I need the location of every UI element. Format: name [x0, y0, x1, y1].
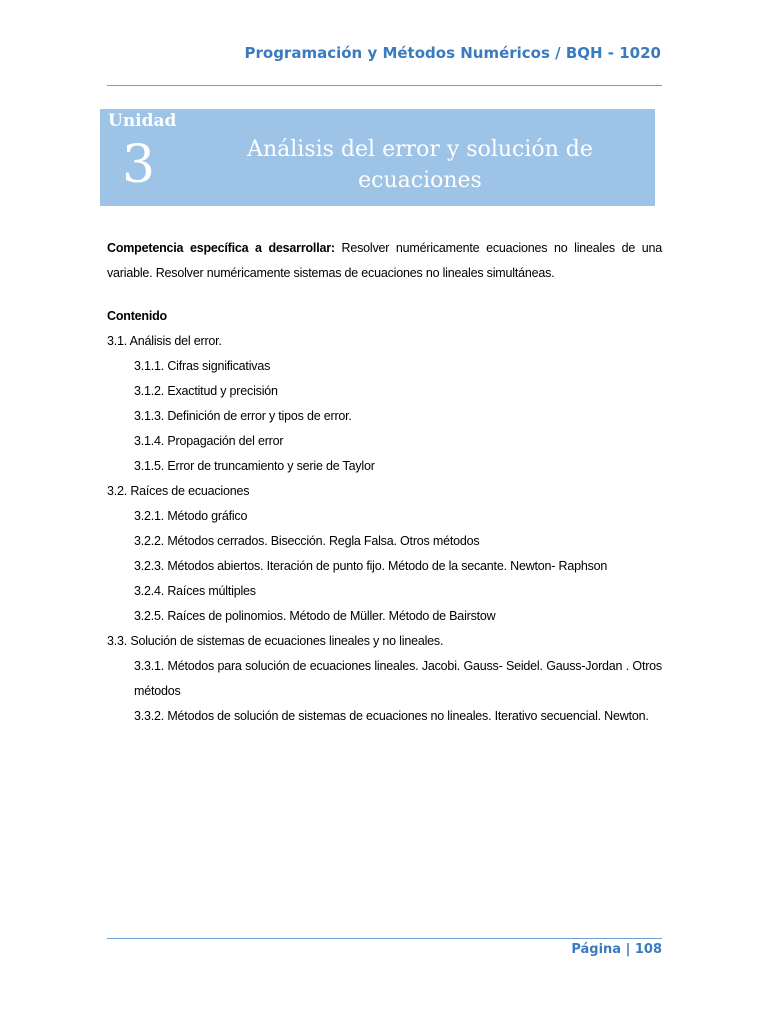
toc-item: 3.2.4. Raíces múltiples: [134, 584, 256, 598]
toc-item: 3.3.2. Métodos de solución de sistemas de ecuaciones no lineales. Iterativo secuencial. Newton.: [134, 709, 649, 723]
toc-item: 3.1. Análisis del error.: [107, 334, 222, 348]
competencia-label: Competencia específica a desarrollar:: [107, 241, 335, 255]
toc-item: 3.1.1. Cifras significativas: [134, 359, 271, 373]
toc-item: 3.2.1. Método gráfico: [134, 509, 248, 523]
unit-number: 3: [122, 135, 156, 195]
toc-item: 3.3. Solución de sistemas de ecuaciones lineales y no lineales.: [107, 634, 444, 648]
toc-item: 3.1.2. Exactitud y precisión: [134, 384, 278, 398]
toc-item: 3.2.5. Raíces de polinomios. Método de Müller. Método de Bairstow: [134, 609, 496, 623]
unit-label: Unidad: [108, 111, 177, 131]
page-number: Página | 108: [571, 942, 662, 957]
competencia-paragraph: [107, 236, 662, 286]
toc-item: 3.2. Raíces de ecuaciones: [107, 484, 250, 498]
unit-banner: [100, 109, 655, 206]
toc-item: 3.1.5. Error de truncamiento y serie de Taylor: [134, 459, 375, 473]
toc-item: 3.2.2. Métodos cerrados. Bisección. Regla Falsa. Otros métodos: [134, 534, 480, 548]
unit-title: Análisis del error y solución de ecuaciones: [247, 137, 593, 193]
toc-item: 3.1.3. Definición de error y tipos de error.: [134, 409, 352, 423]
toc-item: 3.3.1. Métodos para solución de ecuaciones lineales. Jacobi. Gauss- Seidel. Gauss-Jordan . Otros métodos: [134, 659, 662, 698]
contenido-heading: Contenido: [107, 309, 167, 323]
contenido-section: [107, 304, 662, 729]
footer-divider: [107, 938, 662, 939]
running-header: Programación y Métodos Numéricos / BQH - 1020: [244, 44, 661, 62]
header-divider: [107, 85, 662, 86]
toc-item: 3.1.4. Propagación del error: [134, 434, 284, 448]
toc-item: 3.2.3. Métodos abiertos. Iteración de punto fijo. Método de la secante. Newton- Raphson: [134, 559, 608, 573]
competencia-text: Resolver numéricamente ecuaciones no lineales de una variable. Resolver numéricamente sistemas de ecuaciones no lineales simultáneas.: [107, 241, 662, 280]
